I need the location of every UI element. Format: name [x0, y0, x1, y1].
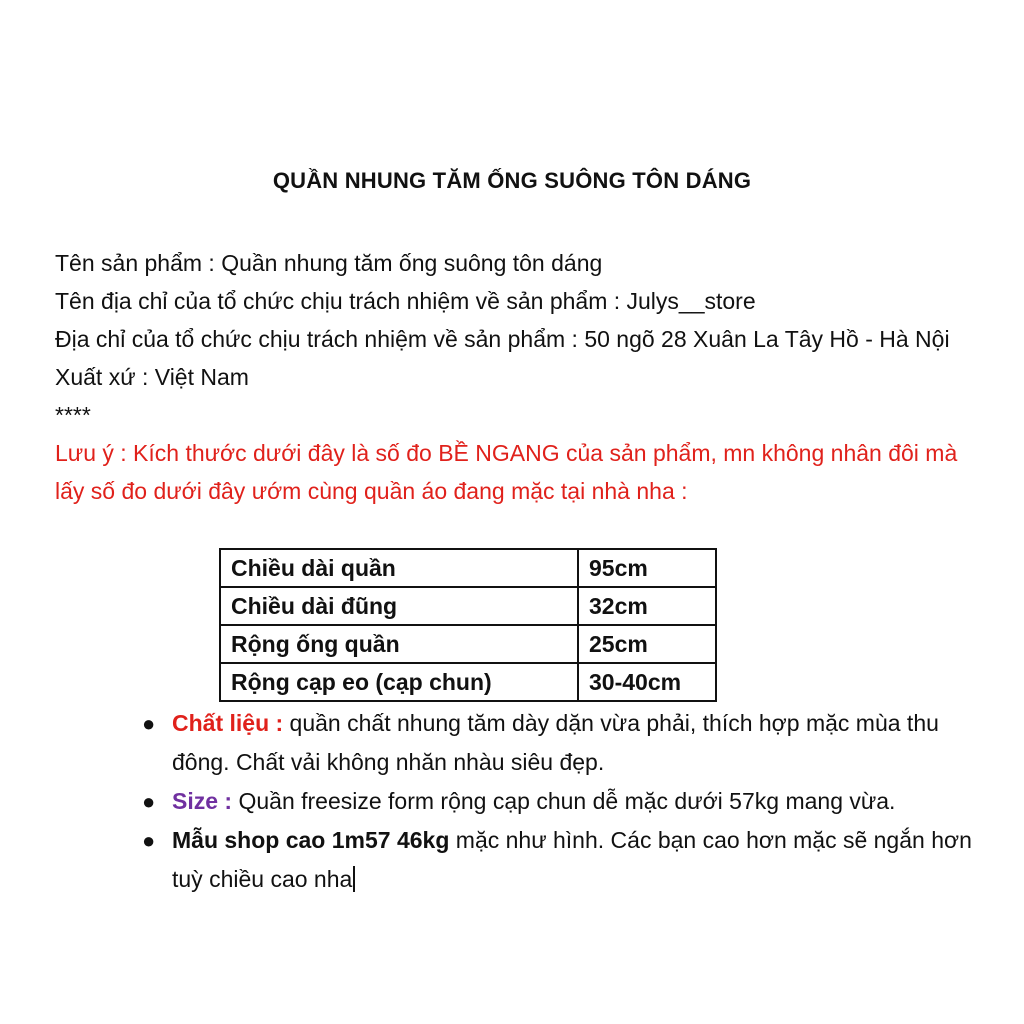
detail-text-material: quần chất nhung tăm dày dặn vừa phải, thích hợp mặc mùa thu đông. Chất vải không nhăn nhàu siêu đẹp.: [172, 710, 939, 775]
size-label: Chiều dài đũng: [220, 587, 578, 625]
info-line-address: Địa chỉ của tổ chức chịu trách nhiệm về sản phẩm : 50 ngõ 28 Xuân La Tây Hồ - Hà Nội: [55, 326, 950, 352]
info-line-product-name: Tên sản phẩm : Quần nhung tăm ống suông tôn dáng: [55, 250, 603, 276]
list-item: [142, 782, 972, 821]
table-row: [220, 625, 716, 663]
text-cursor: [353, 866, 355, 892]
list-item: [142, 821, 972, 899]
table-row: [220, 587, 716, 625]
info-line-origin: Xuất xứ : Việt Nam: [55, 364, 249, 390]
size-value: 32cm: [578, 587, 716, 625]
size-value: 30-40cm: [578, 663, 716, 701]
size-label: Rộng cạp eo (cạp chun): [220, 663, 578, 701]
page-title: QUẦN NHUNG TĂM ỐNG SUÔNG TÔN DÁNG: [272, 168, 752, 193]
detail-text-model: mặc như hình. Các bạn cao hơn mặc sẽ ngắn hơn tuỳ chiều cao nha: [172, 827, 972, 892]
bullet-dot-icon: ●: [142, 828, 156, 853]
list-item: [142, 704, 972, 782]
bullet-dot-icon: ●: [142, 789, 156, 814]
detail-label-model: Mẫu shop cao 1m57 46kg: [172, 827, 450, 853]
detail-label-material: Chất liệu :: [172, 710, 284, 736]
bullet-dot-icon: ●: [142, 711, 156, 736]
detail-text-size: Quần freesize form rộng cạp chun dễ mặc dưới 57kg mang vừa.: [232, 788, 896, 814]
detail-list: [142, 704, 972, 899]
info-line-organization: Tên địa chỉ của tổ chức chịu trách nhiệm về sản phẩm : Julys__store: [55, 288, 756, 314]
size-value: 95cm: [578, 549, 716, 587]
table-row: [220, 663, 716, 701]
product-info: [55, 244, 985, 510]
measurement-note: Lưu ý : Kích thước dưới đây là số đo BỀ NGANG của sản phẩm, mn không nhân đôi mà lấy số đo dưới đây ướm cùng quần áo đang mặc tại nhà nha :: [55, 440, 958, 504]
table-row: [220, 549, 716, 587]
size-label: Chiều dài quần: [220, 549, 578, 587]
size-label: Rộng ống quần: [220, 625, 578, 663]
size-value: 25cm: [578, 625, 716, 663]
size-table: [219, 548, 717, 702]
info-line-separator: ****: [55, 402, 91, 428]
detail-label-size: Size :: [172, 788, 233, 814]
